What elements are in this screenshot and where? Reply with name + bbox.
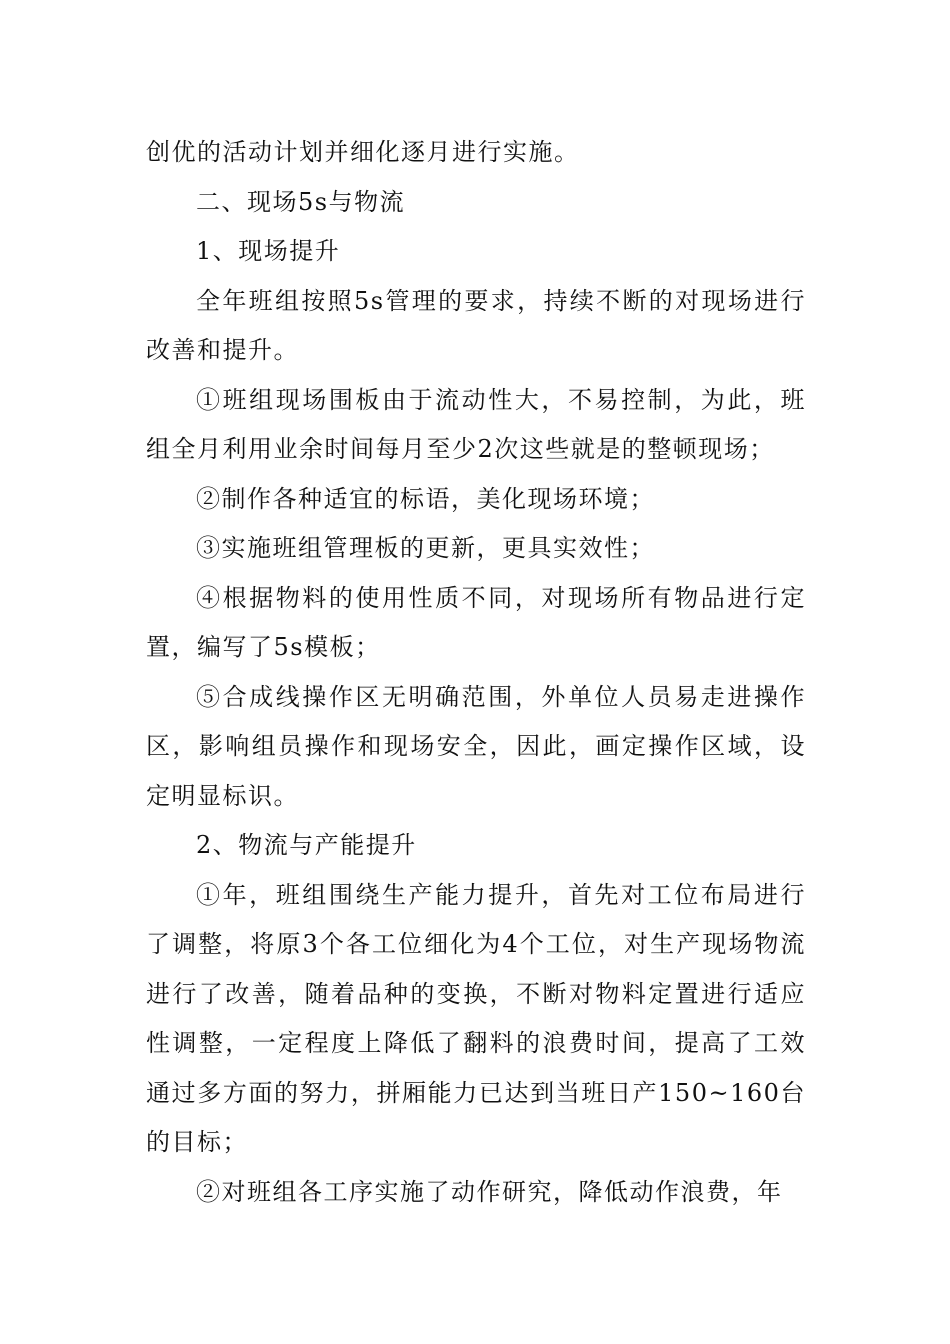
subheading-site-improvement: 1、现场提升 — [196, 237, 341, 265]
list-item-2-slogans: ②制作各种适宜的标语，美化现场环境； — [196, 484, 655, 513]
paragraph-intro-continuation: 创优的活动计划并细化逐月进行实施。 — [146, 138, 580, 166]
subheading-logistics-capacity: 2、物流与产能提升 — [196, 831, 417, 859]
list-item-2-motion-study: ②对班组各工序实施了动作研究，降低动作浪费，年 — [196, 1177, 783, 1206]
list-item-5-operation-area: ⑤合成线操作区无明确范围，外单位人员易走进操作区，影响组员操作和现场安全，因此，画定操作区域，设定明显标识。 — [146, 682, 806, 810]
list-item-1-capacity-improvement: ①年，班组围绕生产能力提升，首先对工位布局进行了调整，将原3个各工位细化为4个工位，对生产现场物流进行了改善，随着品种的变换，不断对物料定置进行适应性调整，一定程度上降低了翻料的浪费时间，提高了工效通过多方面的努力，拼厢能力已达到当班日产150~160台的目标； — [146, 880, 806, 1156]
paragraph-5s-management: 全年班组按照5s管理的要求，持续不断的对现场进行改善和提升。 — [146, 286, 806, 364]
section-heading-5s-logistics: 二、现场5s与物流 — [196, 187, 406, 216]
list-item-1-site-panels: ①班组现场围板由于流动性大，不易控制，为此，班组全月利用业余时间每月至少2次这些就是的整顿现场； — [146, 385, 806, 463]
list-item-3-management-board: ③实施班组管理板的更新，更具实效性； — [196, 534, 655, 562]
document-body — [146, 128, 806, 1217]
list-item-4-material-placement: ④根据物料的使用性质不同，对现场所有物品进行定置，编写了5s模板； — [146, 583, 806, 661]
